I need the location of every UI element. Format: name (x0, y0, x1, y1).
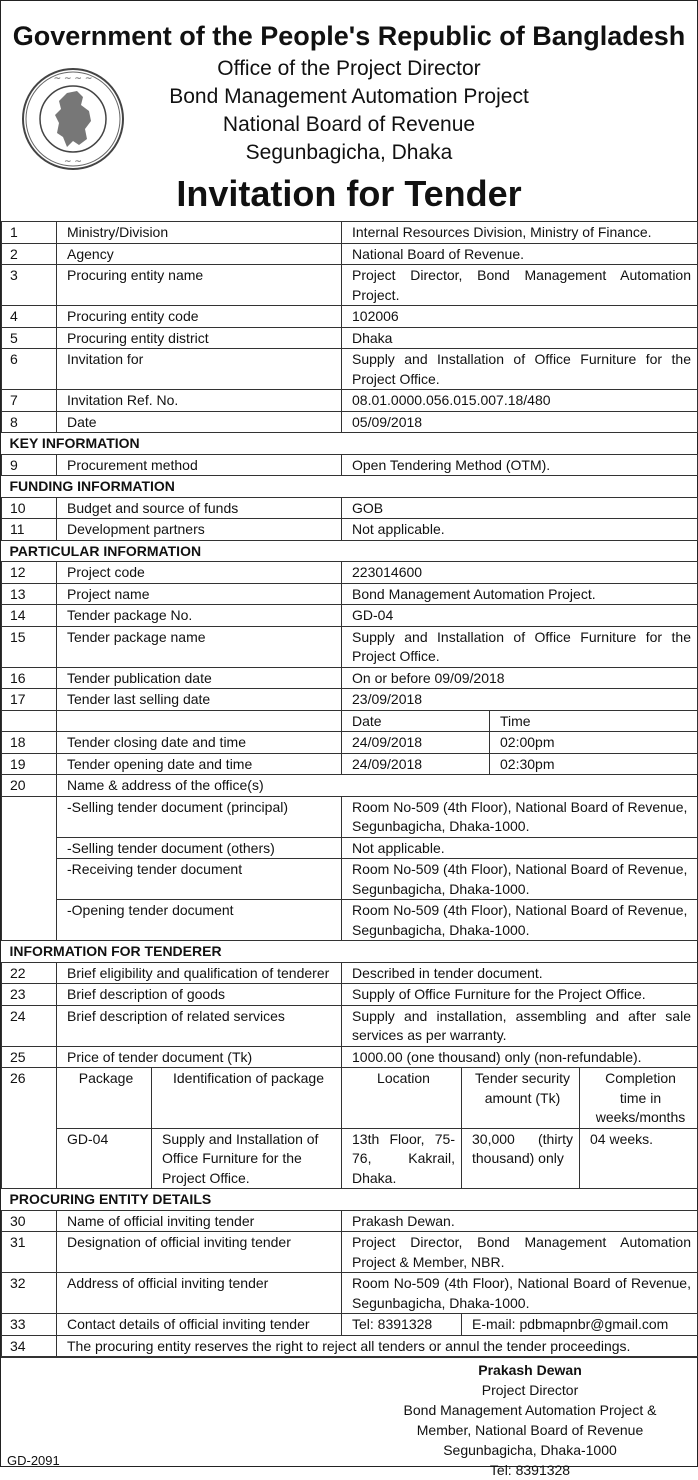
package-header: Package (57, 1068, 152, 1129)
date-header-row (2, 710, 698, 732)
section-row (2, 476, 698, 498)
row-label: Contact details of official inviting tender (57, 1314, 342, 1336)
row-number: 16 (2, 667, 57, 689)
row-text: The procuring entity reserves the right to reject all tenders or annul the tender proceedings. (57, 1335, 698, 1357)
row-number: 14 (2, 605, 57, 627)
table-row (2, 390, 698, 412)
row-label: Date (57, 411, 342, 433)
table-row (2, 519, 698, 541)
row-number: 13 (2, 583, 57, 605)
row-value: Described in tender document. (342, 962, 698, 984)
office-value: Not applicable. (342, 837, 698, 859)
signatory-name: Prakash Dewan (478, 1362, 582, 1378)
signatory-title: Project Director (481, 1382, 579, 1398)
office-row (2, 796, 698, 837)
contact-email: E-mail: pdbmapnbr@gmail.com (462, 1314, 698, 1336)
row-label: Name of official inviting tender (57, 1210, 342, 1232)
row-value: Dhaka (342, 327, 698, 349)
row-number: 23 (2, 984, 57, 1006)
office-label: -Receiving tender document (57, 859, 342, 900)
row-label: Procuring entity code (57, 306, 342, 328)
security-header: Tender security amount (Tk) (462, 1068, 580, 1129)
row-number: 26 (2, 1068, 57, 1189)
office-row (2, 837, 698, 859)
row-number: 8 (2, 411, 57, 433)
empty-cell (2, 837, 57, 859)
row-label: Tender last selling date (57, 689, 342, 711)
table-row (2, 243, 698, 265)
row-number: 34 (2, 1335, 57, 1357)
office-row (2, 900, 698, 941)
row-label: Brief eligibility and qualification of tenderer (57, 962, 342, 984)
table-row (2, 689, 698, 711)
row-label: Development partners (57, 519, 342, 541)
government-title: Government of the People's Republic of Bangladesh (12, 21, 686, 51)
row-label: Name & address of the office(s) (57, 775, 698, 797)
completion-value: 04 weeks. (580, 1128, 698, 1189)
row-date: 24/09/2018 (342, 732, 490, 754)
table-row (2, 1210, 698, 1232)
table-row (2, 753, 698, 775)
office-label: -Selling tender document (others) (57, 837, 342, 859)
row-number: 22 (2, 962, 57, 984)
table-row (2, 349, 698, 390)
section-particular-information: PARTICULAR INFORMATION (2, 540, 698, 562)
table-row (2, 984, 698, 1006)
table-row (2, 962, 698, 984)
row-label: Designation of official inviting tender (57, 1232, 342, 1273)
contact-tel: Tel: 8391328 (342, 1314, 462, 1336)
row-label: Tender publication date (57, 667, 342, 689)
empty-cell (2, 710, 57, 732)
row-label: Brief description of related services (57, 1005, 342, 1046)
row-value: 223014600 (342, 562, 698, 584)
table-row (2, 1232, 698, 1273)
signatory-tel: Tel: 8391328 (489, 1462, 571, 1478)
empty-cell (2, 900, 57, 941)
identification-value: Supply and Installation of Office Furniture for the Project Office. (152, 1128, 342, 1189)
table-row (2, 1046, 698, 1068)
section-row (2, 433, 698, 455)
row-value: 08.01.0000.056.015.007.18/480 (342, 390, 698, 412)
row-number: 17 (2, 689, 57, 711)
row-value: On or before 09/09/2018 (342, 667, 698, 689)
row-number: 2 (2, 243, 57, 265)
row-label: Tender closing date and time (57, 732, 342, 754)
row-label: Procuring entity name (57, 265, 342, 306)
location-header: Location (342, 1068, 462, 1129)
section-key-information: KEY INFORMATION (2, 433, 698, 455)
empty-cell (2, 796, 57, 837)
row-number: 32 (2, 1273, 57, 1314)
row-value: Supply of Office Furniture for the Project Office. (342, 984, 698, 1006)
row-number: 1 (2, 222, 57, 244)
row-value: 23/09/2018 (342, 689, 698, 711)
row-value: Not applicable. (342, 519, 698, 541)
row-label: Address of official inviting tender (57, 1273, 342, 1314)
row-label: Procuring entity district (57, 327, 342, 349)
package-row (2, 1128, 698, 1189)
table-row (2, 222, 698, 244)
section-funding-information: FUNDING INFORMATION (2, 476, 698, 498)
security-value: 30,000 (thirty thousand) only (462, 1128, 580, 1189)
row-value: Internal Resources Division, Ministry of Finance. (342, 222, 698, 244)
signatory-line1: Bond Management Automation Project & (403, 1402, 657, 1418)
row-label: Brief description of goods (57, 984, 342, 1006)
table-row (2, 605, 698, 627)
row-value: 1000.00 (one thousand) only (non-refundable). (342, 1046, 698, 1068)
row-number: 30 (2, 1210, 57, 1232)
row-number: 11 (2, 519, 57, 541)
package-value: GD-04 (57, 1128, 152, 1189)
office-value: Room No-509 (4th Floor), National Board of Revenue, Segunbagicha, Dhaka-1000. (342, 859, 698, 900)
row-label: Tender opening date and time (57, 753, 342, 775)
row-number: 20 (2, 775, 57, 797)
time-header: Time (490, 710, 698, 732)
row-label: Project name (57, 583, 342, 605)
row-value: Supply and Installation of Office Furniture for the Project Office. (342, 349, 698, 390)
table-row (2, 306, 698, 328)
table-row (2, 265, 698, 306)
signatory-line2: Member, National Board of Revenue (416, 1422, 644, 1438)
row-date: 24/09/2018 (342, 753, 490, 775)
tender-table (1, 221, 698, 1357)
row-value: GOB (342, 497, 698, 519)
row-value: Bond Management Automation Project. (342, 583, 698, 605)
gd-code: GD-2091 (7, 1453, 60, 1468)
row-number: 19 (2, 753, 57, 775)
row-label: Invitation for (57, 349, 342, 390)
table-row (2, 327, 698, 349)
location-value: 13th Floor, 75-76, Kakrail, Dhaka. (342, 1128, 462, 1189)
svg-text:~ ~: ~ ~ (64, 157, 82, 167)
completion-header: Completion time in weeks/months (580, 1068, 698, 1129)
table-row (2, 411, 698, 433)
row-value: National Board of Revenue. (342, 243, 698, 265)
table-row (2, 497, 698, 519)
row-label: Price of tender document (Tk) (57, 1046, 342, 1068)
row-value: GD-04 (342, 605, 698, 627)
notice-header (1, 1, 697, 221)
date-header: Date (342, 710, 490, 732)
table-row (2, 583, 698, 605)
office-label: -Opening tender document (57, 900, 342, 941)
row-number: 15 (2, 626, 57, 667)
row-time: 02:00pm (490, 732, 698, 754)
table-row (2, 732, 698, 754)
row-value: Supply and Installation of Office Furniture for the Project Office. (342, 626, 698, 667)
row-number: 33 (2, 1314, 57, 1336)
table-row (2, 1335, 698, 1357)
row-label: Budget and source of funds (57, 497, 342, 519)
table-row (2, 562, 698, 584)
table-row (2, 626, 698, 667)
row-time: 02:30pm (490, 753, 698, 775)
office-value: Room No-509 (4th Floor), National Board of Revenue, Segunbagicha, Dhaka-1000. (342, 900, 698, 941)
signature-block (1, 1357, 697, 1478)
row-label: Procurement method (57, 454, 342, 476)
row-value: Prakash Dewan. (342, 1210, 698, 1232)
row-label: Project code (57, 562, 342, 584)
row-number: 10 (2, 497, 57, 519)
project-line: Bond Management Automation Project (169, 85, 529, 108)
empty-cell (2, 859, 57, 900)
table-row (2, 1005, 698, 1046)
row-number: 9 (2, 454, 57, 476)
office-line: Office of the Project Director (217, 57, 481, 80)
row-label: Invitation Ref. No. (57, 390, 342, 412)
row-value: Supply and installation, assembling and after sale services as per warranty. (342, 1005, 698, 1046)
table-row (2, 667, 698, 689)
row-label: Tender package No. (57, 605, 342, 627)
identification-header: Identification of package (152, 1068, 342, 1129)
office-label: -Selling tender document (principal) (57, 796, 342, 837)
row-value: Room No-509 (4th Floor), National Board of Revenue, Segunbagicha, Dhaka-1000. (342, 1273, 698, 1314)
row-number: 3 (2, 265, 57, 306)
row-label: Ministry/Division (57, 222, 342, 244)
empty-cell (57, 710, 342, 732)
location-line: Segunbagicha, Dhaka (245, 141, 453, 164)
row-number: 6 (2, 349, 57, 390)
row-label: Tender package name (57, 626, 342, 667)
row-number: 4 (2, 306, 57, 328)
svg-text:~ ~ ~ ~: ~ ~ ~ ~ (53, 74, 93, 84)
row-number: 25 (2, 1046, 57, 1068)
row-value: Open Tendering Method (OTM). (342, 454, 698, 476)
section-row (2, 540, 698, 562)
contact-row (2, 1314, 698, 1336)
page-title: Invitation for Tender (176, 173, 522, 214)
row-value: 05/09/2018 (342, 411, 698, 433)
row-number: 18 (2, 732, 57, 754)
table-row (2, 775, 698, 797)
row-label: Agency (57, 243, 342, 265)
section-information-for-tenderer: INFORMATION FOR TENDERER (2, 941, 698, 963)
row-number: 31 (2, 1232, 57, 1273)
section-row (2, 1189, 698, 1211)
row-value: 102006 (342, 306, 698, 328)
row-value: Project Director, Bond Management Automation Project & Member, NBR. (342, 1232, 698, 1273)
office-value: Room No-509 (4th Floor), National Board of Revenue, Segunbagicha, Dhaka-1000. (342, 796, 698, 837)
table-row (2, 454, 698, 476)
row-value: Project Director, Bond Management Automation Project. (342, 265, 698, 306)
row-number: 24 (2, 1005, 57, 1046)
row-number: 5 (2, 327, 57, 349)
row-number: 7 (2, 390, 57, 412)
row-number: 12 (2, 562, 57, 584)
signatory-line3: Segunbagicha, Dhaka-1000 (443, 1442, 617, 1458)
office-row (2, 859, 698, 900)
package-header-row (2, 1068, 698, 1129)
section-row (2, 941, 698, 963)
board-line: National Board of Revenue (222, 113, 476, 136)
section-procuring-entity-details: PROCURING ENTITY DETAILS (2, 1189, 698, 1211)
table-row (2, 1273, 698, 1314)
